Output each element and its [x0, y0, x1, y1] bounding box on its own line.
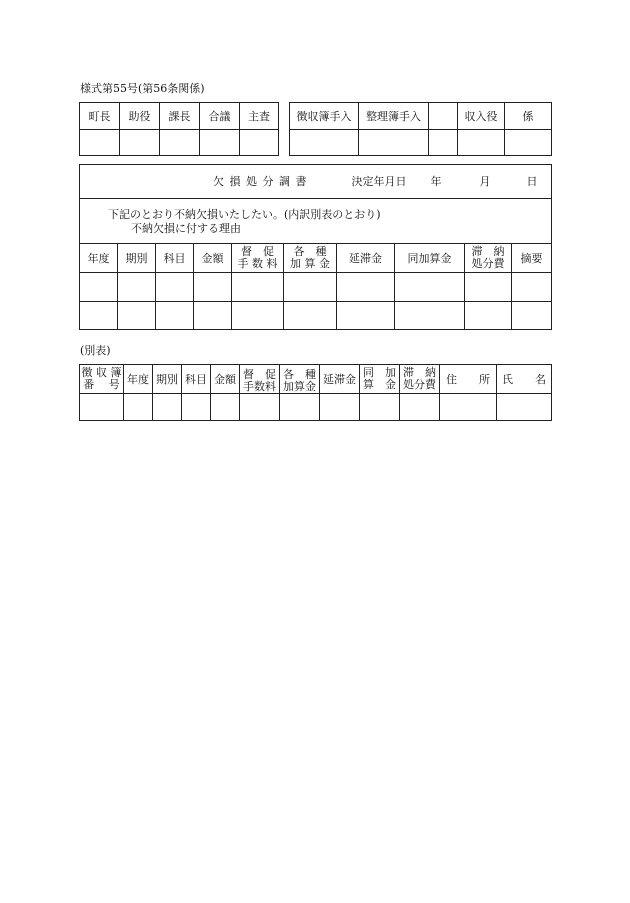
- table-cell[interactable]: [153, 394, 182, 421]
- loss-disposition-table: [79, 164, 552, 330]
- reason-cell[interactable]: [80, 199, 552, 244]
- table-cell[interactable]: [284, 273, 337, 302]
- appendix-header-late-fee: 延滞金: [320, 365, 360, 394]
- appendix-header-surcharges: 各 種 加算金: [280, 365, 320, 394]
- table-cell[interactable]: [337, 273, 395, 302]
- col-header-late-fee: 延滞金: [337, 244, 395, 273]
- table-cell[interactable]: [284, 302, 337, 330]
- appendix-header-disposition-cost: 滞 納 処分費: [400, 365, 440, 394]
- decision-date-label: 決定年月日: [351, 175, 407, 188]
- col-header-account: 科目: [156, 244, 194, 273]
- table-cell[interactable]: [182, 394, 211, 421]
- approval-table-right: [289, 102, 552, 156]
- approval-header-deputy: 助役: [120, 103, 160, 130]
- table-cell[interactable]: [156, 302, 194, 330]
- approval-stamp-cell[interactable]: [200, 130, 240, 156]
- approval-header-chief-examiner: 主査: [240, 103, 279, 130]
- col-header-surcharges: 各 種 加 算 金: [284, 244, 337, 273]
- table-cell[interactable]: [395, 302, 465, 330]
- col-header-reminder-fee: 督 促 手 数 料: [232, 244, 284, 273]
- table-cell[interactable]: [440, 394, 497, 421]
- approval-stamp-cell[interactable]: [160, 130, 200, 156]
- approval-stamp-cell[interactable]: [505, 130, 552, 156]
- table-cell[interactable]: [194, 273, 232, 302]
- col-header-late-surcharge: 同加算金: [395, 244, 465, 273]
- appendix-header-period: 期別: [153, 365, 182, 394]
- approval-header-treasurer: 収入役: [458, 103, 505, 130]
- table-cell[interactable]: [395, 273, 465, 302]
- form-label: 様式第55号(第56条関係): [80, 82, 205, 95]
- table-cell[interactable]: [80, 302, 118, 330]
- col-header-amount: 金額: [194, 244, 232, 273]
- table-cell[interactable]: [156, 273, 194, 302]
- appendix-table: [79, 364, 552, 421]
- table-cell[interactable]: [80, 394, 124, 421]
- table-cell[interactable]: [512, 302, 552, 330]
- table-cell[interactable]: [124, 394, 153, 421]
- table-cell[interactable]: [211, 394, 240, 421]
- approval-stamp-cell[interactable]: [429, 130, 458, 156]
- decision-day-label: 日: [526, 175, 538, 188]
- table-cell[interactable]: [320, 394, 360, 421]
- table-row: [80, 273, 552, 302]
- decision-year-label: 年: [430, 175, 442, 188]
- appendix-header-fiscal-year: 年度: [124, 365, 153, 394]
- table-cell[interactable]: [232, 273, 284, 302]
- appendix-header-name: 氏 名: [497, 365, 552, 394]
- reason-line-2: 不納欠損に付する理由: [131, 222, 241, 235]
- table-cell[interactable]: [80, 273, 118, 302]
- table-cell[interactable]: [400, 394, 440, 421]
- col-header-fiscal-year: 年度: [80, 244, 118, 273]
- approval-header-collection-ledger: 徴収簿手入: [290, 103, 359, 130]
- approval-header-blank: [429, 103, 458, 130]
- table-cell[interactable]: [240, 394, 280, 421]
- approval-header-consultation: 合議: [200, 103, 240, 130]
- col-header-period: 期別: [118, 244, 156, 273]
- table-cell[interactable]: [360, 394, 400, 421]
- approval-header-arrangement-ledger: 整理簿手入: [359, 103, 429, 130]
- approval-stamp-cell[interactable]: [290, 130, 359, 156]
- appendix-header-account: 科目: [182, 365, 211, 394]
- appendix-header-ledger-number: 徴 収 簿 番 号: [80, 365, 124, 394]
- approval-stamp-cell[interactable]: [458, 130, 505, 156]
- approval-stamp-cell[interactable]: [240, 130, 279, 156]
- table-cell[interactable]: [194, 302, 232, 330]
- decision-month-label: 月: [479, 175, 491, 188]
- table-cell[interactable]: [465, 302, 512, 330]
- table-cell[interactable]: [280, 394, 320, 421]
- table-row: [80, 394, 552, 421]
- appendix-header-reminder-fee: 督 促 手数料: [240, 365, 280, 394]
- appendix-header-amount: 金額: [211, 365, 240, 394]
- table-cell[interactable]: [337, 302, 395, 330]
- table-cell[interactable]: [118, 273, 156, 302]
- table-cell[interactable]: [232, 302, 284, 330]
- appendix-header-late-surcharge: 同 加 算 金: [360, 365, 400, 394]
- reason-line-1: 下記のとおり不納欠損いたしたい。(内訳別表のとおり): [108, 208, 381, 221]
- title-row: [80, 165, 552, 199]
- approval-stamp-cell[interactable]: [359, 130, 429, 156]
- col-header-remarks: 摘要: [512, 244, 552, 273]
- table-row: [80, 302, 552, 330]
- approval-stamp-cell[interactable]: [120, 130, 160, 156]
- approval-header-mayor: 町長: [80, 103, 120, 130]
- appendix-header-address: 住 所: [440, 365, 497, 394]
- table-cell[interactable]: [497, 394, 552, 421]
- col-header-disposition-cost: 滞 納 処分費: [465, 244, 512, 273]
- approval-header-clerk: 係: [505, 103, 552, 130]
- table-cell[interactable]: [512, 273, 552, 302]
- approval-stamp-cell[interactable]: [80, 130, 120, 156]
- document-title: 欠 損 処 分 調 書: [213, 175, 308, 188]
- appendix-label: (別表): [80, 344, 111, 357]
- approval-header-section-chief: 課長: [160, 103, 200, 130]
- table-cell[interactable]: [465, 273, 512, 302]
- approval-table-left: [79, 102, 279, 156]
- table-cell[interactable]: [118, 302, 156, 330]
